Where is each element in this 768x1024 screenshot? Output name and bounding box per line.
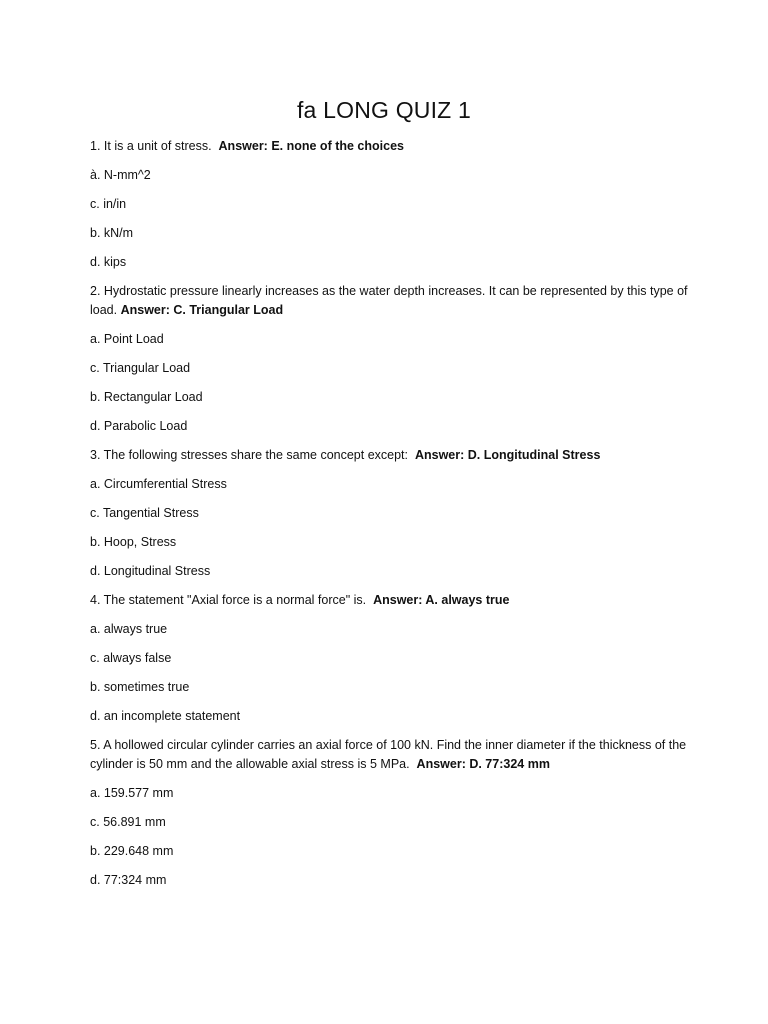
question-2-choice: c. Triangular Load [90,361,191,375]
question-2-answer: Answer: C. Triangular Load [120,303,284,317]
question-5-choice: c. 56.891 mm [90,815,166,829]
question-1-choice: c. in/in [90,197,127,211]
question-3-choice: b. Hoop, Stress [90,535,177,549]
question-1-answer: Answer: E. none of the choices [218,139,404,153]
question-4-choice: a. always true [90,622,168,636]
question-2-choice: b. Rectangular Load [90,390,203,404]
question-3-choice: a. Circumferential Stress [90,477,227,491]
question-4-choice: c. always false [90,651,172,665]
question-2-choice: d. Parabolic Load [90,419,188,433]
question-1 [90,137,690,166]
question-3-choice: c. Tangential Stress [90,506,199,520]
question-5-text: 5. A hollowed circular cylinder carries an axial force of 100 kN. Find the inner diameter if the thickness of the cylinder is 50 mm and the allowable axial stress is 5 MPa. [90,738,687,771]
question-5-choice: b. 229.648 mm [90,844,174,858]
question-2 [90,282,690,330]
question-1-choice: b. kN/m [90,226,134,240]
question-2-text: 2. Hydrostatic pressure linearly increases as the water depth increases. It can be represented by this type of load. [90,284,688,317]
question-3 [90,446,690,475]
question-5 [90,736,690,784]
question-1-text: 1. It is a unit of stress. [90,139,212,153]
document-title: fa LONG QUIZ 1 [296,97,472,123]
question-5-choice: d. 77:324 mm [90,873,167,887]
question-2-choice: a. Point Load [90,332,164,346]
question-4 [90,591,690,620]
question-4-answer: Answer: A. always true [373,593,510,607]
question-1-choice: d. kips [90,255,127,269]
question-3-answer: Answer: D. Longitudinal Stress [414,448,601,462]
question-4-choice: d. an incomplete statement [90,709,241,723]
question-1-choice: à. N-mm^2 [90,168,151,182]
question-4-choice: b. sometimes true [90,680,190,694]
question-3-choice: d. Longitudinal Stress [90,564,211,578]
question-3-text: 3. The following stresses share the same concept except: [90,448,408,462]
question-4-text: 4. The statement "Axial force is a normal force" is. [90,593,367,607]
question-5-answer: Answer: D. 77:324 mm [416,757,550,771]
quiz-body [90,137,690,900]
question-5-choice: a. 159.577 mm [90,786,174,800]
